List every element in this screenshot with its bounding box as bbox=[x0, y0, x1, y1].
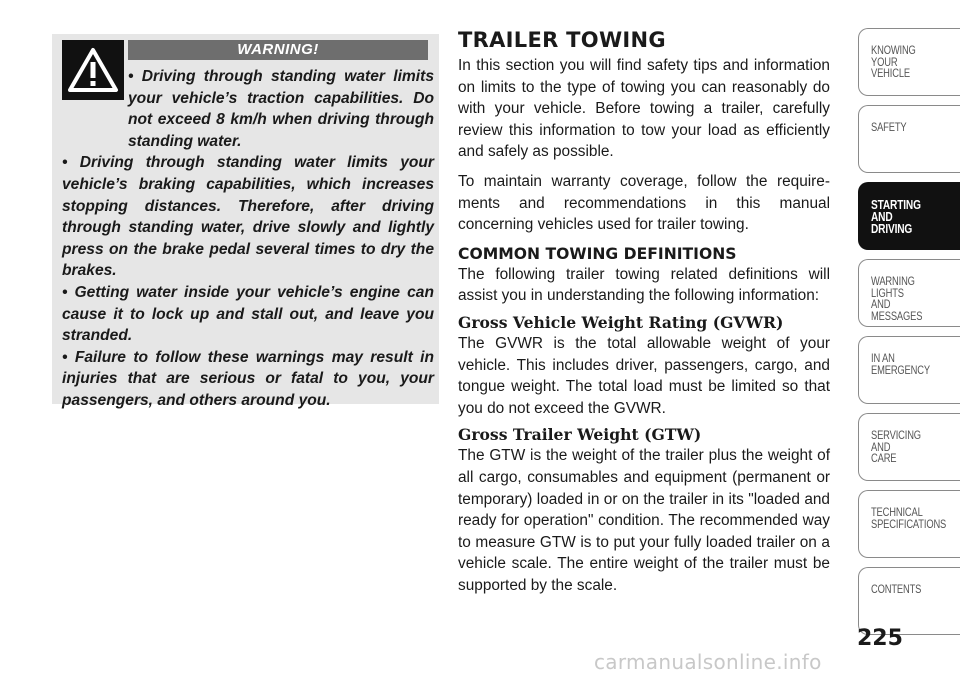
chapter-tab-label: AND bbox=[871, 209, 893, 224]
warning-bullet: • Getting water inside your vehicle’s engine can cause it to lock up and stall out, and leave you stranded. bbox=[62, 283, 434, 345]
chapter-tab-label: SAFETY bbox=[871, 120, 907, 134]
chapter-tab-label: LIGHTS bbox=[871, 285, 904, 300]
chapter-tab-label: WARNING bbox=[871, 274, 915, 288]
gvwr-paragraph: The GVWR is the total allowable weight of your vehicle. This includes driver, passengers, cargo, and tongue weight. The total load must be limited so that you do not exceed the GVWR. bbox=[458, 334, 830, 417]
gtw-paragraph: The GTW is the weight of the trailer plus the weight of all cargo, consumables and equipment (permanent or temporary) loaded in or on the trailer in its "loaded and ready for operation" condition. The recommended way to measure GTW is to put your fully loaded trailer on a vehicle scale. The entire weight of the trailer must be supported by the scale. bbox=[458, 447, 830, 594]
page-number: 225 bbox=[857, 626, 903, 651]
warning-bullet: • Driving through standing water limits your vehicle’s braking capabilities, which increases stopping distances. Therefore, after driving through standing water, drive slowly and lightly press on the brake pedal several times to dry the brakes. bbox=[62, 154, 434, 280]
chapter-tab[interactable] bbox=[858, 182, 960, 250]
chapter-tabs bbox=[858, 28, 960, 644]
chapter-tab[interactable] bbox=[858, 259, 960, 327]
chapter-tab-label: STARTING bbox=[871, 197, 921, 212]
chapter-tab-label: KNOWING bbox=[871, 43, 916, 57]
definitions-intro: The following trailer towing related definitions will assist you in understanding the following information: bbox=[458, 265, 830, 305]
chapter-tab[interactable] bbox=[858, 28, 960, 96]
chapter-tab-label: AND bbox=[871, 297, 891, 311]
chapter-tab[interactable] bbox=[858, 336, 960, 404]
chapter-tab[interactable] bbox=[858, 105, 960, 173]
chapter-tab-label: CONTENTS bbox=[871, 582, 922, 596]
definitions-heading: COMMON TOWING DEFINITIONS bbox=[458, 244, 737, 263]
chapter-tab[interactable] bbox=[858, 567, 960, 635]
chapter-tab-label: AND bbox=[871, 439, 891, 454]
main-column bbox=[458, 28, 830, 604]
chapter-tab-label: EMERGENCY bbox=[871, 362, 930, 377]
chapter-tab-label: TECHNICAL bbox=[871, 505, 923, 519]
gtw-heading: Gross Trailer Weight (GTW) bbox=[458, 425, 702, 445]
chapter-tab[interactable] bbox=[858, 413, 960, 481]
chapter-tab-label: DRIVING bbox=[871, 221, 913, 236]
warranty-paragraph: To maintain warranty coverage, follow the require-ments and recommendations in this manual concerning vehicles used for trailer towing. bbox=[458, 172, 830, 234]
intro-paragraph: In this section you will find safety tips and information on limits to the type of towing you can reasonably do with your vehicle. Before towing a trailer, carefully review this information to tow your load as efficiently and safely as possible. bbox=[458, 57, 830, 161]
warning-bullet: • Driving through standing water limits your vehicle’s traction capabilities. Do not exceed 8 km/h when driving through standing water. bbox=[128, 68, 434, 150]
warning-bullet: • Failure to follow these warnings may result in injuries that are serious or fatal to you, your passengers, and others around you. bbox=[62, 348, 434, 409]
section-title: TRAILER TOWING bbox=[458, 28, 666, 52]
warning-text bbox=[62, 66, 434, 412]
chapter-tab-label: SPECIFICATIONS bbox=[871, 516, 947, 531]
chapter-tab-label: IN AN bbox=[871, 351, 895, 365]
chapter-tab-label: MESSAGES bbox=[871, 308, 923, 323]
chapter-tab-label: VEHICLE bbox=[871, 66, 910, 80]
warning-title: WARNING! bbox=[128, 40, 428, 60]
chapter-tab[interactable] bbox=[858, 490, 960, 558]
chapter-tab-label: YOUR bbox=[871, 54, 898, 69]
chapter-tab-label: SERVICING bbox=[871, 428, 921, 442]
gvwr-heading: Gross Vehicle Weight Rating (GVWR) bbox=[458, 312, 784, 332]
watermark: carmanualsonline.info bbox=[594, 650, 822, 674]
chapter-tab-label: CARE bbox=[871, 451, 897, 465]
